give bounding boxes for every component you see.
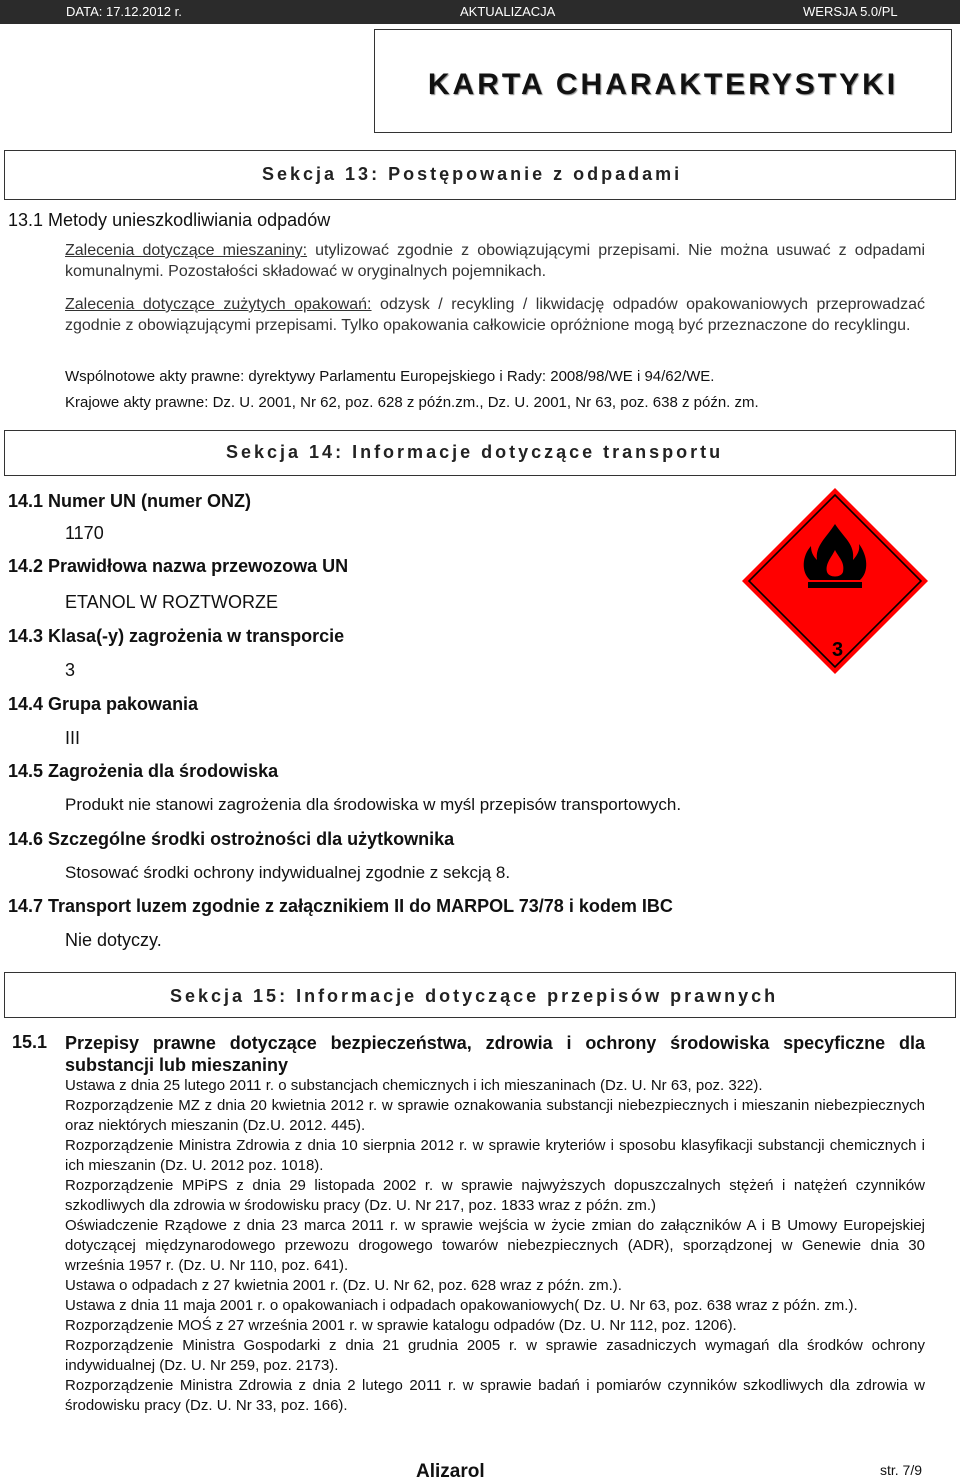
subsection-14-4-heading: 14.4 Grupa pakowania xyxy=(8,694,199,714)
subsection-14-7-heading: 14.7 Transport luzem zgodnie z załącznikiem II do MARPOL 73/78 i kodem IBC xyxy=(8,896,673,916)
regulation-item: Rozporządzenie MPiPS z dnia 29 listopada 2002 r. w sprawie najwyższych dopuszczalnych stężeń i natężeń czynników szkodliwych dla zdrowia w środowisku pracy (Dz. U. Nr 217, poz. 1833 wraz z późn. zm.) xyxy=(65,1177,925,1214)
environment-hazard-value: Produkt nie stanowi zagrożenia dla środowiska w myśl przepisów transportowych. xyxy=(65,795,682,814)
regulation-item: Rozporządzenie MOŚ z 27 września 2001 r. w sprawie katalogu odpadów (Dz. U. Nr 112, poz. 1206). xyxy=(65,1317,737,1334)
section-13-title: Sekcja 13: Postępowanie z odpadami xyxy=(262,164,683,184)
packaging-recommendation-text: odzysk / recykling / likwidację odpadów opakowaniowych przeprowadzać zgodnie z obowiązującymi przepisami. Tylko opakowania całkowicie opróżnione mogą być przeznaczone do recyklingu. xyxy=(65,296,925,334)
regulation-item: Rozporządzenie MZ z dnia 20 kwietnia 2012 r. w sprawie oznakowania substancji niebezpiecznych i mieszanin niebezpiecznych oraz niektórych mieszanin (Dz.U. 2012. 445). xyxy=(65,1097,925,1134)
packing-group-value: III xyxy=(65,728,81,748)
un-number-value: 1170 xyxy=(65,523,104,543)
packaging-recommendation-label: Zalecenia dotyczące zużytych opakowań: xyxy=(65,296,372,313)
national-law-text: Krajowe akty prawne: Dz. U. 2001, Nr 62, poz. 628 z późn.zm., Dz. U. 2001, Nr 63, poz. 638 z późn. zm. xyxy=(65,394,759,411)
mixture-recommendation-label: Zalecenia dotyczące mieszaniny: xyxy=(65,242,308,259)
regulation-item: Oświadczenie Rządowe z dnia 23 marca 2011 r. w sprawie wejścia w życie zmian do załączników A i B Umowy Europejskiej dotyczącej międzynarodowego przewozu drogowego towarów niebezpiecznych (ADR), sporządzonej w Genewie dnia 30 września 1957 r. (Dz. U. Nr 110, poz. 641). xyxy=(65,1217,925,1274)
regulations-list xyxy=(65,1076,925,1416)
subsection-14-5-heading: 14.5 Zagrożenia dla środowiska xyxy=(8,761,279,781)
user-precautions-value: Stosować środki ochrony indywidualnej zgodnie z sekcją 8. xyxy=(65,863,511,882)
packaging-paragraph xyxy=(65,294,925,336)
subsection-13-1-heading: 13.1 Metody unieszkodliwiania odpadów xyxy=(8,210,331,230)
subsection-14-2-heading: 14.2 Prawidłowa nazwa przewozowa UN xyxy=(8,556,349,576)
regulation-item: Ustawa z dnia 11 maja 2001 r. o opakowaniach i odpadach opakowaniowych( Dz. U. Nr 63, poz. 638 wraz z późn. zm.). xyxy=(65,1297,858,1314)
regulation-item: Rozporządzenie Ministra Zdrowia z dnia 10 sierpnia 2012 r. w sprawie kryteriów i sposobu klasyfikacji substancji chemicznych i ich mieszanin (Dz. U. 2012 poz. 1018). xyxy=(65,1137,925,1174)
subsection-15-1-heading: Przepisy prawne dotyczące bezpieczeństwa, zdrowia i ochrony środowiska specyficzne dla substancji lub mieszaniny xyxy=(65,1033,925,1075)
eu-law-text: Wspólnotowe akty prawne: dyrektywy Parlamentu Europejskiego i Rady: 2008/98/WE i 94/62/WE. xyxy=(65,368,715,385)
header-bar xyxy=(0,0,960,24)
footer-product-name: Alizarol xyxy=(416,1461,485,1482)
date-label: DATA: 17.12.2012 r. xyxy=(66,4,182,19)
section-15-title: Sekcja 15: Informacje dotyczące przepisów prawnych xyxy=(170,986,779,1006)
subsection-14-6-heading: 14.6 Szczególne środki ostrożności dla użytkownika xyxy=(8,829,455,849)
waste-mixture-paragraph xyxy=(65,240,925,282)
regulation-item: Rozporządzenie Ministra Gospodarki z dnia 21 grudnia 2005 r. w sprawie zasadniczych wymagań dla środków ochrony indywidualnej (Dz. U. Nr 259, poz. 2173). xyxy=(65,1337,925,1374)
hazard-class-value: 3 xyxy=(65,660,76,680)
document-title: KARTA CHARAKTERYSTYKI xyxy=(427,68,899,101)
subsection-14-1-heading: 14.1 Numer UN (numer ONZ) xyxy=(8,491,252,511)
subsection-14-3-heading: 14.3 Klasa(-y) zagrożenia w transporcie xyxy=(8,626,345,646)
title-box xyxy=(374,29,952,133)
regulation-item: Rozporządzenie Ministra Zdrowia z dnia 2 lutego 2011 r. w sprawie badań i pomiarów czynników szkodliwych dla zdrowia w środowisku pracy (Dz. U. Nr 33, poz. 166). xyxy=(65,1377,925,1414)
footer-page-number: str. 7/9 xyxy=(880,1462,923,1478)
update-label: AKTUALIZACJA xyxy=(460,4,556,19)
hazard-label-diamond xyxy=(740,486,930,676)
subsection-15-1-number: 15.1 xyxy=(12,1032,48,1052)
regulation-item: Ustawa z dnia 25 lutego 2011 r. o substancjach chemicznych i ich mieszaninach (Dz. U. Nr 63, poz. 322). xyxy=(65,1077,763,1094)
section-14-title: Sekcja 14: Informacje dotyczące transportu xyxy=(226,442,724,462)
hazard-class-number: 3 xyxy=(832,639,844,661)
version-label: WERSJA 5.0/PL xyxy=(803,4,898,19)
regulation-item: Ustawa o odpadach z 27 kwietnia 2001 r. (Dz. U. Nr 62, poz. 628 wraz z późn. zm.). xyxy=(65,1277,622,1294)
marpol-value: Nie dotyczy. xyxy=(65,930,162,950)
mixture-recommendation-text: utylizować zgodnie z obowiązującymi przepisami. Nie można usuwać z odpadami komunalnymi. Pozostałości składować w oryginalnych pojemnikach. xyxy=(65,242,926,280)
shipping-name-value: ETANOL W ROZTWORZE xyxy=(65,592,278,612)
